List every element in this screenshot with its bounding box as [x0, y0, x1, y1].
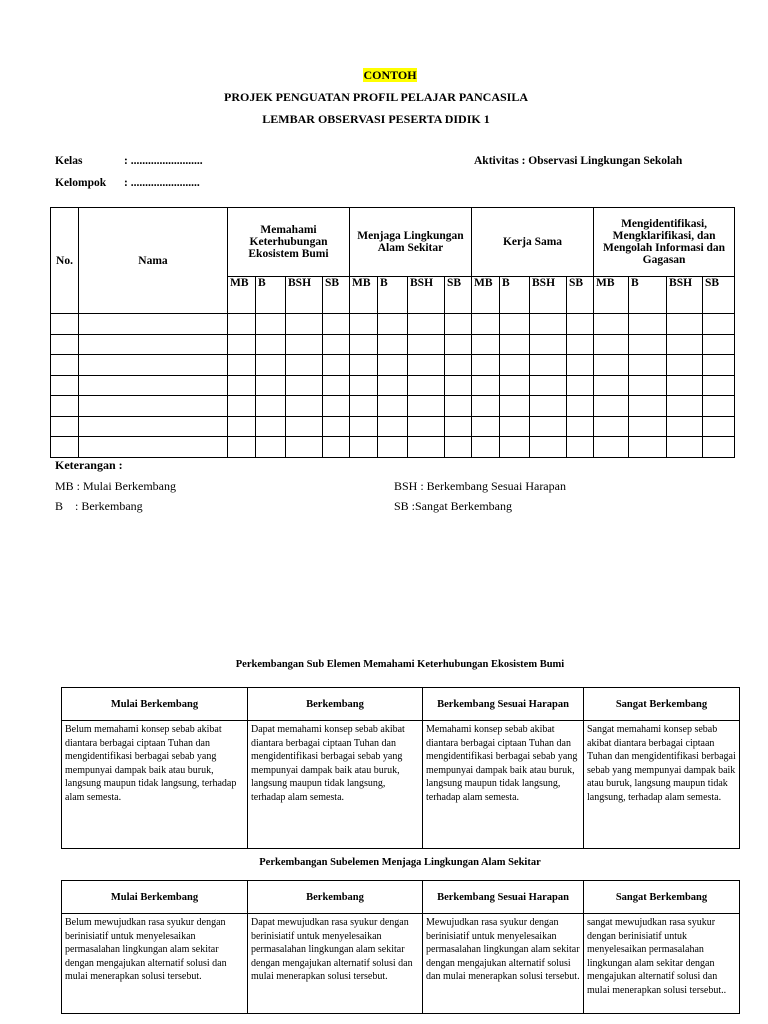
rubric2-title: Perkembangan Subelemen Menjaga Lingkungan Alam Sekitar	[259, 857, 541, 868]
score-cell[interactable]	[667, 355, 703, 376]
rubric1-cell-bsh: Memahami konsep sebab akibat diantara berbagai ciptaan Tuhan dan mengidentifikasi berbagai sebab yang mempunyai dampak baik atau buruk, langsung maupun tidak langsung, terhadap alam semesta.	[423, 721, 584, 849]
score-cell[interactable]	[323, 416, 350, 437]
score-cell[interactable]	[629, 437, 667, 458]
score-cell[interactable]	[378, 334, 408, 355]
nama-cell[interactable]	[79, 416, 228, 437]
score-cell[interactable]	[594, 375, 629, 396]
score-cell[interactable]	[408, 355, 445, 376]
kelas-value: : .........................	[124, 155, 203, 167]
rubric1-cell-sb: Sangat memahami konsep sebab akibat diantara berbagai ciptaan Tuhan dan mengidentifikasi berbagai sebab yang mempunyai dampak baik atau buruk, langsung maupun tidak langsung, terhadap alam semesta.	[584, 721, 740, 849]
rubric2-header-b: Berkembang	[248, 881, 423, 914]
score-cell[interactable]	[567, 437, 594, 458]
table-row	[51, 437, 735, 458]
rubric1-cell-b: Dapat memahami konsep sebab akibat diantara berbagai ciptaan Tuhan dan mengidentifikasi berbagai sebab yang mempunyai dampak baik atau buruk, langsung maupun tidak langsung, terhadap alam semesta.	[248, 721, 423, 849]
nama-cell[interactable]	[79, 437, 228, 458]
score-cell[interactable]	[408, 437, 445, 458]
legend-bsh: BSH : Berkembang Sesuai Harapan	[394, 479, 566, 493]
group-header-kerja-sama: Kerja Sama	[472, 208, 594, 277]
score-cell[interactable]	[567, 314, 594, 335]
score-cell[interactable]	[500, 375, 530, 396]
subheader-mb: MB	[594, 277, 629, 314]
subheader-mb: MB	[228, 277, 256, 314]
score-cell[interactable]	[286, 375, 323, 396]
rubric1-cell-mb: Belum memahami konsep sebab akibat diantara berbagai ciptaan Tuhan dan mengidentifikasi berbagai sebab yang mempunyai dampak baik atau buruk, langsung maupun tidak langsung, terhadap alam semesta.	[62, 721, 248, 849]
score-cell[interactable]	[350, 314, 378, 335]
score-cell[interactable]	[500, 314, 530, 335]
score-cell[interactable]	[472, 437, 500, 458]
score-cell[interactable]	[629, 375, 667, 396]
legend-mb: MB : Mulai Berkembang	[55, 479, 176, 493]
subheader-b: B	[378, 277, 408, 314]
score-cell[interactable]	[703, 314, 735, 335]
score-cell[interactable]	[472, 396, 500, 417]
score-cell[interactable]	[286, 396, 323, 417]
no-cell[interactable]	[51, 355, 79, 376]
no-cell[interactable]	[51, 314, 79, 335]
score-cell[interactable]	[323, 355, 350, 376]
score-cell[interactable]	[530, 437, 567, 458]
no-cell[interactable]	[51, 334, 79, 355]
contoh-highlight: CONTOH	[363, 68, 417, 82]
score-cell[interactable]	[667, 375, 703, 396]
contoh-label	[0, 68, 768, 83]
score-cell[interactable]	[228, 314, 256, 335]
no-cell[interactable]	[51, 437, 79, 458]
score-cell[interactable]	[256, 314, 286, 335]
rubric2-header-bsh: Berkembang Sesuai Harapan	[423, 881, 584, 914]
page-subtitle: LEMBAR OBSERVASI PESERTA DIDIK 1	[262, 112, 490, 126]
subheader-b: B	[629, 277, 667, 314]
table-row	[51, 416, 735, 437]
score-cell[interactable]	[228, 416, 256, 437]
nama-cell[interactable]	[79, 375, 228, 396]
score-cell[interactable]	[472, 355, 500, 376]
legend-b: B : Berkembang	[55, 499, 143, 513]
score-cell[interactable]	[567, 355, 594, 376]
score-cell[interactable]	[445, 375, 472, 396]
score-cell[interactable]	[408, 314, 445, 335]
score-cell[interactable]	[445, 437, 472, 458]
score-cell[interactable]	[594, 416, 629, 437]
legend-sb: SB :Sangat Berkembang	[394, 499, 512, 513]
score-cell[interactable]	[378, 355, 408, 376]
score-cell[interactable]	[286, 437, 323, 458]
score-cell[interactable]	[256, 396, 286, 417]
score-cell[interactable]	[445, 355, 472, 376]
score-cell[interactable]	[445, 314, 472, 335]
page-title: PROJEK PENGUATAN PROFIL PELAJAR PANCASILA	[223, 90, 528, 104]
score-cell[interactable]	[667, 437, 703, 458]
rubric2-cell-b: Dapat mewujudkan rasa syukur dengan berinisiatif untuk menyelesaikan permasalahan lingkungan alam sekitar dengan mengajukan alternatif solusi dan mulai menerapkan solusi tersebut.	[248, 914, 423, 1014]
score-cell[interactable]	[472, 334, 500, 355]
score-cell[interactable]	[594, 437, 629, 458]
rubric2-cell-bsh: Mewujudkan rasa syukur dengan berinisiatif untuk menyelesaikan permasalahan lingkungan alam sekitar dengan mengajukan alternatif solusi dan mulai menerapkan solusi tersebut.	[423, 914, 584, 1014]
score-cell[interactable]	[629, 355, 667, 376]
score-cell[interactable]	[378, 396, 408, 417]
score-cell[interactable]	[667, 396, 703, 417]
subheader-bsh: BSH	[408, 277, 445, 314]
score-cell[interactable]	[594, 396, 629, 417]
score-cell[interactable]	[228, 375, 256, 396]
score-cell[interactable]	[445, 416, 472, 437]
score-cell[interactable]	[530, 396, 567, 417]
score-cell[interactable]	[378, 314, 408, 335]
score-cell[interactable]	[703, 375, 735, 396]
score-cell[interactable]	[703, 334, 735, 355]
kelas-label: Kelas	[55, 155, 83, 167]
score-cell[interactable]	[408, 396, 445, 417]
nama-cell[interactable]	[79, 396, 228, 417]
kelompok-value: : ........................	[124, 177, 200, 189]
no-cell[interactable]	[51, 416, 79, 437]
score-cell[interactable]	[500, 437, 530, 458]
rubric1-header-sb: Sangat Berkembang	[584, 688, 740, 721]
score-cell[interactable]	[594, 334, 629, 355]
subheader-bsh: BSH	[286, 277, 323, 314]
score-cell[interactable]	[228, 334, 256, 355]
score-cell[interactable]	[703, 437, 735, 458]
subheader-sb: SB	[703, 277, 735, 314]
kelompok-label: Kelompok	[55, 177, 107, 189]
subheader-bsh: BSH	[667, 277, 703, 314]
score-cell[interactable]	[350, 355, 378, 376]
score-cell[interactable]	[703, 416, 735, 437]
score-cell[interactable]	[594, 355, 629, 376]
score-cell[interactable]	[567, 334, 594, 355]
rubric1-header-b: Berkembang	[248, 688, 423, 721]
score-cell[interactable]	[500, 416, 530, 437]
no-cell[interactable]	[51, 375, 79, 396]
score-cell[interactable]	[228, 355, 256, 376]
rubric1-table	[61, 687, 740, 849]
rubric1-title: Perkembangan Sub Elemen Memahami Keterhubungan Ekosistem Bumi	[235, 659, 565, 670]
score-cell[interactable]	[323, 396, 350, 417]
score-cell[interactable]	[350, 437, 378, 458]
group-header-informasi: Mengidentifikasi, Mengklarifikasi, dan Mengolah Informasi dan Gagasan	[594, 208, 735, 277]
score-cell[interactable]	[629, 314, 667, 335]
subheader-bsh: BSH	[530, 277, 567, 314]
score-cell[interactable]	[350, 396, 378, 417]
score-cell[interactable]	[567, 416, 594, 437]
score-cell[interactable]	[629, 416, 667, 437]
aktivitas-label: Aktivitas : Observasi Lingkungan Sekolah	[474, 155, 683, 167]
subheader-b: B	[500, 277, 530, 314]
score-cell[interactable]	[567, 396, 594, 417]
score-cell[interactable]	[323, 314, 350, 335]
score-cell[interactable]	[256, 334, 286, 355]
score-cell[interactable]	[323, 437, 350, 458]
score-cell[interactable]	[472, 314, 500, 335]
score-cell[interactable]	[378, 416, 408, 437]
rubric2-header-sb: Sangat Berkembang	[584, 881, 740, 914]
no-header: No.	[51, 208, 79, 314]
score-cell[interactable]	[530, 314, 567, 335]
score-cell[interactable]	[594, 314, 629, 335]
rubric1-header-bsh: Berkembang Sesuai Harapan	[423, 688, 584, 721]
score-cell[interactable]	[472, 416, 500, 437]
score-cell[interactable]	[323, 334, 350, 355]
score-cell[interactable]	[286, 355, 323, 376]
score-cell[interactable]	[472, 375, 500, 396]
nama-cell[interactable]	[79, 314, 228, 335]
score-cell[interactable]	[667, 416, 703, 437]
table-row	[51, 334, 735, 355]
rubric2-header-mb: Mulai Berkembang	[62, 881, 248, 914]
score-cell[interactable]	[256, 437, 286, 458]
score-cell[interactable]	[286, 314, 323, 335]
score-cell[interactable]	[445, 396, 472, 417]
table-row	[51, 375, 735, 396]
score-cell[interactable]	[378, 437, 408, 458]
score-cell[interactable]	[567, 375, 594, 396]
observation-table	[50, 207, 735, 458]
score-cell[interactable]	[667, 334, 703, 355]
score-cell[interactable]	[408, 375, 445, 396]
score-cell[interactable]	[323, 375, 350, 396]
subheader-b: B	[256, 277, 286, 314]
score-cell[interactable]	[445, 334, 472, 355]
nama-cell[interactable]	[79, 334, 228, 355]
score-cell[interactable]	[228, 437, 256, 458]
score-cell[interactable]	[286, 334, 323, 355]
score-cell[interactable]	[629, 396, 667, 417]
score-cell[interactable]	[228, 396, 256, 417]
score-cell[interactable]	[500, 396, 530, 417]
score-cell[interactable]	[530, 375, 567, 396]
score-cell[interactable]	[667, 314, 703, 335]
rubric2-cell-sb: sangat mewujudkan rasa syukur dengan berinisiatif untuk menyelesaikan permasalahan lingkungan alam sekitar dengan mengajukan alternatif solusi dan mulai menerapkan solusi tersebut..	[584, 914, 740, 1014]
subheader-sb: SB	[445, 277, 472, 314]
score-cell[interactable]	[703, 355, 735, 376]
group-header-lingkungan: Menjaga Lingkungan Alam Sekitar	[350, 208, 472, 277]
subheader-sb: SB	[323, 277, 350, 314]
score-cell[interactable]	[286, 416, 323, 437]
score-cell[interactable]	[629, 334, 667, 355]
score-cell[interactable]	[530, 334, 567, 355]
score-cell[interactable]	[378, 375, 408, 396]
score-cell[interactable]	[500, 334, 530, 355]
score-cell[interactable]	[350, 334, 378, 355]
score-cell[interactable]	[530, 416, 567, 437]
table-row	[51, 355, 735, 376]
score-cell[interactable]	[408, 416, 445, 437]
nama-header: Nama	[79, 208, 228, 314]
score-cell[interactable]	[500, 355, 530, 376]
group-header-ekosistem: Memahami Keterhubungan Ekosistem Bumi	[228, 208, 350, 277]
legend-title: Keterangan :	[55, 458, 123, 472]
subheader-sb: SB	[567, 277, 594, 314]
subheader-mb: MB	[350, 277, 378, 314]
score-cell[interactable]	[530, 355, 567, 376]
score-cell[interactable]	[256, 375, 286, 396]
rubric2-table	[61, 880, 740, 1014]
table-row	[51, 396, 735, 417]
score-cell[interactable]	[256, 416, 286, 437]
no-cell[interactable]	[51, 396, 79, 417]
score-cell[interactable]	[703, 396, 735, 417]
subheader-mb: MB	[472, 277, 500, 314]
table-row	[51, 314, 735, 335]
score-cell[interactable]	[350, 375, 378, 396]
rubric2-cell-mb: Belum mewujudkan rasa syukur dengan berinisiatif untuk menyelesaikan permasalahan lingkungan alam sekitar dengan mengajukan alternatif solusi dan mulai menerapkan solusi tersebut.	[62, 914, 248, 1014]
rubric1-header-mb: Mulai Berkembang	[62, 688, 248, 721]
score-cell[interactable]	[408, 334, 445, 355]
nama-cell[interactable]	[79, 355, 228, 376]
score-cell[interactable]	[350, 416, 378, 437]
score-cell[interactable]	[256, 355, 286, 376]
